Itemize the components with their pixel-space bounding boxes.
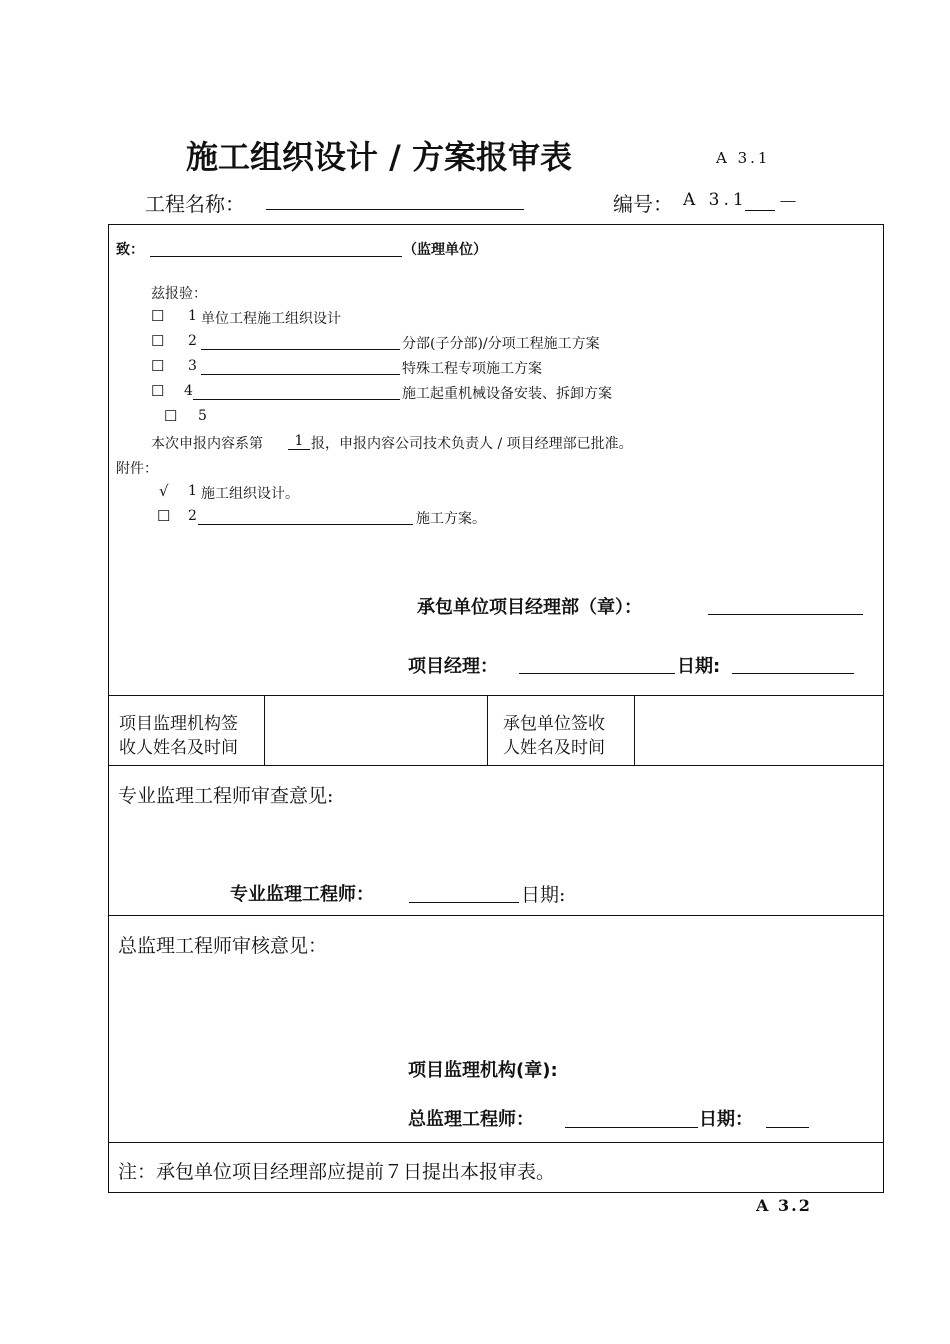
option-3-text: 特殊工程专项施工方案 — [402, 361, 542, 377]
option-3-num: 3 — [188, 358, 197, 374]
pm-label: 项目经理： — [408, 656, 498, 677]
number-line[interactable] — [745, 210, 775, 211]
report-number[interactable]: 1 — [288, 433, 310, 450]
form-code-top: A 3.1 — [716, 149, 771, 167]
supervisor-receiver-field[interactable] — [266, 697, 486, 764]
option-4-num: 4 — [184, 383, 193, 399]
engineer-opinion-heading: 专业监理工程师审查意见: — [118, 785, 334, 807]
col-divider-1 — [264, 695, 265, 765]
pm-date-label: 日期: — [677, 656, 721, 677]
contractor-receiver-field[interactable] — [636, 697, 882, 764]
intro-text: 兹报验： — [151, 286, 207, 302]
row-divider-1 — [108, 695, 884, 696]
supervision-org-label: 项目监理机构(章): — [408, 1060, 558, 1081]
contractor-dept-line[interactable] — [708, 614, 863, 615]
attachment-2-text: 施工方案。 — [416, 511, 486, 527]
number-label: 编号： — [613, 192, 673, 216]
supervisor-receiver-label-1: 项目监理机构签 — [119, 714, 238, 734]
option-1-checkbox[interactable]: ☐ — [151, 307, 165, 325]
attachment-1-check[interactable]: √ — [159, 482, 169, 500]
option-4-text: 施工起重机械设备安装、拆卸方案 — [402, 386, 612, 402]
form-code-bottom: A 3.2 — [756, 1196, 812, 1215]
contractor-receiver-label-2: 人姓名及时间 — [503, 738, 605, 758]
contractor-dept-label: 承包单位项目经理部（章）： — [417, 597, 642, 618]
engineer-date-label: 日期: — [521, 884, 566, 906]
col-divider-2 — [487, 695, 488, 765]
col-divider-3 — [634, 695, 635, 765]
chief-date-label: 日期： — [699, 1109, 753, 1130]
attachment-2-line[interactable] — [198, 524, 413, 525]
project-name-line[interactable] — [266, 209, 524, 210]
option-5-checkbox[interactable]: ☐ — [164, 407, 178, 425]
row-divider-4 — [108, 1142, 884, 1143]
attachment-2-num: 2 — [188, 508, 197, 524]
option-4-checkbox[interactable]: ☐ — [151, 382, 165, 400]
chief-signature-line[interactable] — [565, 1127, 698, 1128]
attachment-1-num: 1 — [188, 483, 197, 499]
supervisor-receiver-label-2: 收人姓名及时间 — [119, 738, 238, 758]
report-suffix: 报，申报内容公司技术负责人 / 项目经理部已批准。 — [311, 436, 633, 452]
chief-opinion-heading: 总监理工程师审核意见： — [118, 935, 328, 957]
engineer-signer-label: 专业监理工程师： — [230, 884, 374, 905]
chief-signer-label: 总监理工程师： — [408, 1109, 534, 1130]
footer-note: 注：承包单位项目经理部应提前７日提出本报审表。 — [118, 1161, 556, 1183]
project-name-label: 工程名称： — [145, 192, 245, 216]
option-2-line[interactable] — [201, 349, 400, 350]
attachments-label: 附件： — [116, 461, 158, 477]
option-5-num: 5 — [198, 408, 207, 424]
attachment-1-text: 施工组织设计。 — [201, 486, 299, 502]
to-suffix: （监理单位） — [403, 242, 487, 258]
option-4-line[interactable] — [193, 399, 400, 400]
contractor-receiver-label-1: 承包单位签收 — [503, 714, 605, 734]
option-2-text: 分部(子分部)/分项工程施工方案 — [402, 336, 600, 352]
option-1-num: 1 — [188, 308, 197, 324]
chief-date-line[interactable] — [766, 1127, 809, 1128]
attachment-2-checkbox[interactable]: ☐ — [157, 507, 171, 525]
option-1-text: 单位工程施工组织设计 — [201, 311, 341, 327]
to-label: 致： — [116, 242, 144, 258]
to-line[interactable] — [150, 256, 402, 257]
row-divider-3 — [108, 915, 884, 916]
option-2-num: 2 — [188, 333, 197, 349]
pm-date-line[interactable] — [732, 673, 854, 674]
pm-signature-line[interactable] — [519, 673, 675, 674]
report-prefix: 本次申报内容系第 — [151, 436, 263, 452]
option-3-checkbox[interactable]: ☐ — [151, 357, 165, 375]
form-title: 施工组织设计 / 方案报审表 — [186, 138, 572, 176]
number-value: A 3.1 — [683, 190, 748, 210]
number-suffix: － — [778, 190, 798, 214]
option-3-line[interactable] — [201, 374, 400, 375]
engineer-signature-line[interactable] — [409, 902, 519, 903]
option-2-checkbox[interactable]: ☐ — [151, 332, 165, 350]
row-divider-2 — [108, 765, 884, 766]
